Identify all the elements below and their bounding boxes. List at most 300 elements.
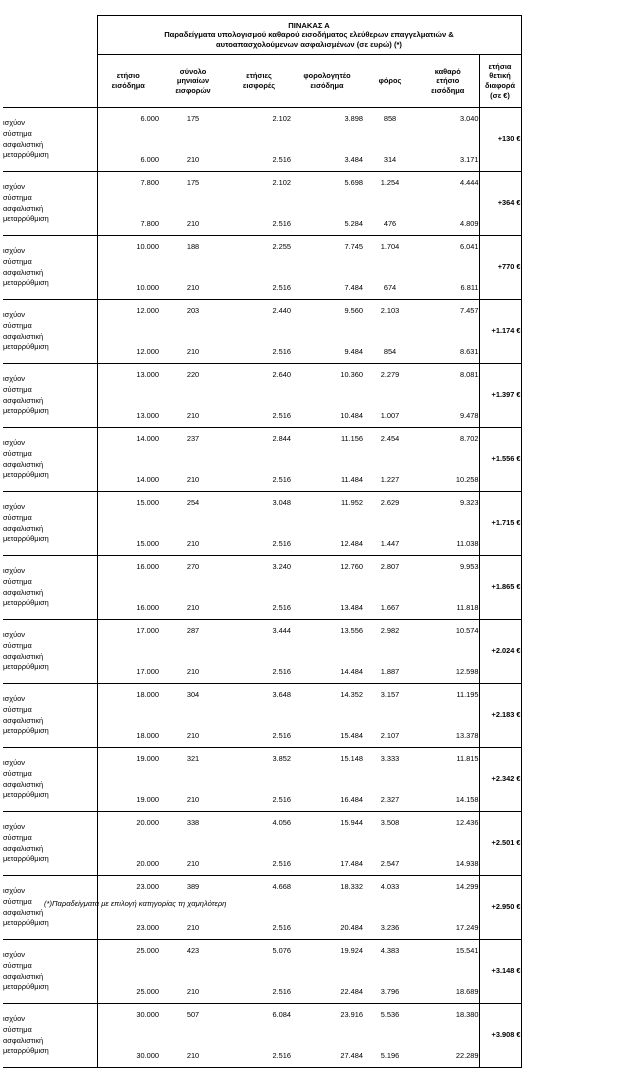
table-cell-reform-col4: 854 <box>363 332 417 364</box>
table-cell-reform-col3: 12.484 <box>291 524 363 556</box>
table-cell-current-col2: 2.255 <box>272 242 291 251</box>
table-cell-reform-col4: 3.796 <box>363 972 417 1004</box>
table-cell-reform-col3: 11.484 <box>291 460 363 492</box>
table-cell-current-col0: 19.000 <box>136 754 159 763</box>
table-cell-current-col1: 188 <box>186 242 200 251</box>
annual-difference-cell: +2.024 € <box>479 620 521 684</box>
table-cell-reform-col3: 22.484 <box>291 972 363 1004</box>
table-cell-reform-col1: 210 <box>159 460 227 492</box>
table-title-line2: Παραδείγματα υπολογισμού καθαρού εισοδήματος ελεύθερων επαγγελματιών & <box>164 30 454 40</box>
row-group-label-line: ισχύον <box>3 373 25 383</box>
row-group-label-line: μεταρρύθμιση <box>3 278 49 288</box>
table-cell-current-col1: 338 <box>186 818 200 827</box>
row-group-label-line: ασφαλιστική <box>3 267 44 277</box>
table-cell-reform-col0: 7.800 <box>97 204 159 236</box>
row-group-label-line: ασφαλιστική <box>3 139 44 149</box>
table-cell-current-col2: 3.444 <box>272 626 291 635</box>
table-row-current-system <box>3 748 521 781</box>
annual-difference-cell: +1.556 € <box>479 428 521 492</box>
table-cell-reform-col5: 11.818 <box>417 588 479 620</box>
table-row-current-system <box>3 364 521 397</box>
table-cell-current-col3: 12.760 <box>340 562 363 571</box>
column-header-line: φόρος <box>378 76 402 86</box>
table-cell-current-col1: 175 <box>186 114 200 123</box>
row-group-label-line: ασφαλιστική <box>3 971 44 981</box>
row-group-label-line: σύστημα <box>3 320 32 330</box>
table-cell-reform-col2: 2.516 <box>227 396 291 428</box>
row-group-label-line: σύστημα <box>3 128 32 138</box>
table-cell-reform-col3: 3.484 <box>291 140 363 172</box>
table-cell-current-col3: 15.944 <box>340 818 363 827</box>
table-row-current-system <box>3 684 521 717</box>
table-cell-reform-col0: 13.000 <box>97 396 159 428</box>
table-cell-reform-col3: 27.484 <box>291 1036 363 1068</box>
table-cell-current-col3: 9.560 <box>344 306 363 315</box>
table-cell-reform-col2: 2.516 <box>227 908 291 940</box>
table-cell-reform-col5: 3.171 <box>417 140 479 172</box>
table-cell-current-col1: 287 <box>186 626 200 635</box>
row-group-label-line: ασφαλιστική <box>3 331 44 341</box>
table-cell-reform-col0: 18.000 <box>97 716 159 748</box>
row-group-label-line: ασφαλιστική <box>3 907 44 917</box>
row-group-label-line: ισχύον <box>3 117 25 127</box>
row-group-label-line: σύστημα <box>3 832 32 842</box>
table-cell-current-col1: 175 <box>186 178 200 187</box>
row-group-label <box>3 428 97 492</box>
row-group-label-line: ισχύον <box>3 309 25 319</box>
table-cell-reform-col0: 6.000 <box>97 140 159 172</box>
table-cell-current-col5: 11.195 <box>417 684 479 717</box>
table-cell-reform-col5: 9.478 <box>417 396 479 428</box>
column-header-1 <box>159 55 227 108</box>
table-cell-reform-col1: 210 <box>159 780 227 812</box>
table-title <box>97 16 521 55</box>
table-cell-reform-col4: 314 <box>363 140 417 172</box>
table-cell-current-col4: 4.383 <box>380 946 400 955</box>
table-cell-current-col4: 3.333 <box>380 754 400 763</box>
row-group-label-line: ισχύον <box>3 437 25 447</box>
table-cell-reform-col1: 210 <box>159 204 227 236</box>
table-cell-current-col4: 858 <box>383 114 397 123</box>
footnote: (*)Παραδείγματα με επιλογή κατηγορίας τη χαμηλότερη <box>44 899 227 908</box>
annual-difference-cell: +3.908 € <box>479 1004 521 1068</box>
annual-difference-cell: +2.501 € <box>479 812 521 876</box>
row-group-label-line: σύστημα <box>3 1024 32 1034</box>
table-cell-current-col1: 507 <box>186 1010 200 1019</box>
annual-difference-cell: +2.950 € <box>479 876 521 940</box>
row-group-label-line: μεταρρύθμιση <box>3 406 49 416</box>
column-header-line: φορολογητέο <box>303 71 351 81</box>
row-group-label-line: μεταρρύθμιση <box>3 150 49 160</box>
table-cell-current-col4: 4.033 <box>380 882 400 891</box>
table-cell-current-col3: 14.352 <box>340 690 363 699</box>
table-cell-current-col2: 2.640 <box>272 370 291 379</box>
row-group-label-line: σύστημα <box>3 896 32 906</box>
table-cell-current-col2: 4.668 <box>272 882 291 891</box>
table-cell-reform-col2: 2.516 <box>227 844 291 876</box>
table-cell-reform-col5: 12.598 <box>417 652 479 684</box>
table-row-current-system <box>3 108 521 141</box>
table-row-current-system <box>3 812 521 845</box>
table-cell-reform-col1: 210 <box>159 524 227 556</box>
row-group-label-line: ασφαλιστική <box>3 779 44 789</box>
table-cell-current-col5: 11.815 <box>417 748 479 781</box>
table-cell-reform-col4: 1.227 <box>363 460 417 492</box>
row-group-label <box>3 300 97 364</box>
row-group-label-line: ασφαλιστική <box>3 523 44 533</box>
table-cell-reform-col5: 18.689 <box>417 972 479 1004</box>
annual-difference-cell: +1.397 € <box>479 364 521 428</box>
table-cell-reform-col1: 210 <box>159 140 227 172</box>
row-group-label <box>3 108 97 172</box>
table-cell-reform-col5: 17.249 <box>417 908 479 940</box>
row-group-label-line: ισχύον <box>3 949 25 959</box>
table-cell-reform-col4: 2.107 <box>363 716 417 748</box>
table-row-current-system <box>3 620 521 653</box>
table-cell-current-col4: 2.629 <box>380 498 400 507</box>
table-cell-current-col2: 2.102 <box>272 178 291 187</box>
row-group-label-line: μεταρρύθμιση <box>3 854 49 864</box>
table-cell-current-col0: 13.000 <box>136 370 159 379</box>
table-cell-current-col4: 5.536 <box>380 1010 400 1019</box>
row-group-label-line: ισχύον <box>3 757 25 767</box>
table-cell-current-col3: 10.360 <box>340 370 363 379</box>
row-group-label-line: σύστημα <box>3 512 32 522</box>
table-cell-current-col0: 20.000 <box>136 818 159 827</box>
row-group-label-line: σύστημα <box>3 384 32 394</box>
table-cell-reform-col2: 2.516 <box>227 268 291 300</box>
table-cell-reform-col4: 674 <box>363 268 417 300</box>
column-header-2 <box>227 55 291 108</box>
table-cell-current-col3: 19.924 <box>340 946 363 955</box>
row-group-label <box>3 620 97 684</box>
table-cell-current-col1: 203 <box>186 306 200 315</box>
row-group-label-line: ισχύον <box>3 885 25 895</box>
row-group-label-line: ισχύον <box>3 821 25 831</box>
row-group-label-line: ισχύον <box>3 245 25 255</box>
table-cell-reform-col5: 6.811 <box>417 268 479 300</box>
table-cell-reform-col3: 17.484 <box>291 844 363 876</box>
table-cell-current-col3: 11.952 <box>340 498 363 507</box>
table-cell-current-col5: 9.323 <box>417 492 479 525</box>
annual-difference-cell: +364 € <box>479 172 521 236</box>
table-title-line1: ΠΙΝΑΚΑΣ Α <box>288 20 330 30</box>
table-cell-reform-col2: 2.516 <box>227 524 291 556</box>
table-cell-current-col4: 3.157 <box>380 690 400 699</box>
table-cell-current-col4: 2.103 <box>380 306 400 315</box>
table-cell-reform-col1: 210 <box>159 396 227 428</box>
table-cell-current-col0: 14.000 <box>136 434 159 443</box>
table-cell-reform-col3: 16.484 <box>291 780 363 812</box>
table-cell-reform-col0: 10.000 <box>97 268 159 300</box>
table-cell-current-col5: 9.953 <box>417 556 479 589</box>
table-cell-current-col0: 18.000 <box>136 690 159 699</box>
table-cell-current-col1: 321 <box>186 754 200 763</box>
row-group-label-line: μεταρρύθμιση <box>3 214 49 224</box>
table-cell-reform-col5: 13.378 <box>417 716 479 748</box>
annual-difference-cell: +1.174 € <box>479 300 521 364</box>
table-cell-current-col4: 2.454 <box>380 434 400 443</box>
table-cell-reform-col4: 3.236 <box>363 908 417 940</box>
row-group-label-line: ασφαλιστική <box>3 715 44 725</box>
table-cell-current-col3: 5.698 <box>344 178 363 187</box>
table-cell-current-col1: 389 <box>186 882 200 891</box>
table-cell-reform-col5: 11.038 <box>417 524 479 556</box>
table-cell-current-col4: 3.508 <box>380 818 400 827</box>
column-header-line: ετήσιο <box>116 71 140 81</box>
row-group-label-line: μεταρρύθμιση <box>3 790 49 800</box>
table-cell-current-col3: 23.916 <box>340 1010 363 1019</box>
row-group-label <box>3 172 97 236</box>
column-header-line: ετήσια <box>488 61 512 71</box>
row-group-label <box>3 556 97 620</box>
table-cell-reform-col1: 210 <box>159 332 227 364</box>
table-cell-current-col2: 5.076 <box>272 946 291 955</box>
table-cell-current-col2: 3.240 <box>272 562 291 571</box>
table-cell-reform-col4: 1.887 <box>363 652 417 684</box>
column-header-line: ετήσιο <box>436 76 460 86</box>
row-group-label-line: μεταρρύθμιση <box>3 534 49 544</box>
row-group-label-line: σύστημα <box>3 448 32 458</box>
column-header-line: διαφορά <box>485 81 515 90</box>
table-cell-reform-col5: 4.809 <box>417 204 479 236</box>
table-cell-current-col2: 6.084 <box>272 1010 291 1019</box>
row-group-label <box>3 748 97 812</box>
row-group-label-line: σύστημα <box>3 704 32 714</box>
table-cell-reform-col2: 2.516 <box>227 332 291 364</box>
table-cell-current-col5: 14.299 <box>417 876 479 909</box>
row-group-label-line: σύστημα <box>3 256 32 266</box>
table-cell-reform-col4: 1.007 <box>363 396 417 428</box>
table-cell-reform-col4: 5.196 <box>363 1036 417 1068</box>
table-cell-reform-col2: 2.516 <box>227 460 291 492</box>
column-header-3 <box>291 55 363 108</box>
table-cell-reform-col1: 210 <box>159 972 227 1004</box>
row-group-label-line: ισχύον <box>3 629 25 639</box>
table-cell-reform-col2: 2.516 <box>227 588 291 620</box>
table-cell-reform-col3: 13.484 <box>291 588 363 620</box>
row-group-label-line: ισχύον <box>3 1013 25 1023</box>
table-cell-current-col1: 220 <box>186 370 200 379</box>
table-cell-current-col1: 270 <box>186 562 200 571</box>
table-cell-reform-col0: 14.000 <box>97 460 159 492</box>
table-cell-reform-col3: 20.484 <box>291 908 363 940</box>
row-group-label-line: ισχύον <box>3 565 25 575</box>
table-cell-reform-col3: 5.284 <box>291 204 363 236</box>
table-cell-reform-col2: 2.516 <box>227 780 291 812</box>
table-cell-reform-col3: 9.484 <box>291 332 363 364</box>
table-cell-current-col0: 16.000 <box>136 562 159 571</box>
table-cell-current-col5: 18.380 <box>417 1004 479 1037</box>
row-group-label-line: μεταρρύθμιση <box>3 662 49 672</box>
table-cell-reform-col4: 1.667 <box>363 588 417 620</box>
table-cell-reform-col1: 210 <box>159 1036 227 1068</box>
table-cell-current-col5: 12.436 <box>417 812 479 845</box>
table-cell-reform-col4: 476 <box>363 204 417 236</box>
row-group-label-line: μεταρρύθμιση <box>3 1046 49 1056</box>
annual-difference-cell: +3.148 € <box>479 940 521 1004</box>
row-group-label-line: μεταρρύθμιση <box>3 598 49 608</box>
column-header-5 <box>417 55 479 108</box>
column-header-line: εισφορών <box>175 85 211 95</box>
row-group-label-line: μεταρρύθμιση <box>3 918 49 928</box>
column-header-6 <box>479 55 521 108</box>
table-cell-current-col2: 3.048 <box>272 498 291 507</box>
row-group-label <box>3 684 97 748</box>
table-cell-current-col1: 304 <box>186 690 200 699</box>
table-cell-reform-col3: 14.484 <box>291 652 363 684</box>
table-cell-current-col5: 6.041 <box>417 236 479 269</box>
row-group-label <box>3 812 97 876</box>
table-cell-current-col0: 7.800 <box>140 178 159 187</box>
table-cell-reform-col1: 210 <box>159 716 227 748</box>
row-group-label-line: ισχύον <box>3 501 25 511</box>
row-group-label-line: μεταρρύθμιση <box>3 982 49 992</box>
table-row-current-system <box>3 492 521 525</box>
table-cell-current-col1: 237 <box>186 434 200 443</box>
annual-difference-cell: +770 € <box>479 236 521 300</box>
table-cell-current-col2: 2.844 <box>272 434 291 443</box>
row-group-label-line: ισχύον <box>3 181 25 191</box>
column-header-line: εισόδημα <box>111 81 145 90</box>
row-group-label-line: σύστημα <box>3 960 32 970</box>
column-header-line: σύνολο <box>179 66 207 76</box>
row-label-header-blank <box>3 55 97 108</box>
column-header-line: εισόδημα <box>310 81 344 90</box>
annual-difference-cell: +130 € <box>479 108 521 172</box>
table-cell-current-col5: 8.081 <box>417 364 479 397</box>
table-cell-current-col2: 3.648 <box>272 690 291 699</box>
table-cell-reform-col0: 25.000 <box>97 972 159 1004</box>
row-group-label-line: σύστημα <box>3 640 32 650</box>
table-cell-current-col2: 3.852 <box>272 754 291 763</box>
table-cell-current-col5: 3.040 <box>417 108 479 141</box>
table-cell-current-col2: 2.102 <box>272 114 291 123</box>
table-cell-reform-col0: 23.000 <box>97 908 159 940</box>
table-cell-reform-col2: 2.516 <box>227 652 291 684</box>
table-cell-current-col0: 30.000 <box>136 1010 159 1019</box>
table-cell-current-col0: 10.000 <box>136 242 159 251</box>
table-cell-reform-col5: 14.938 <box>417 844 479 876</box>
table-cell-reform-col3: 10.484 <box>291 396 363 428</box>
table-cell-current-col3: 15.148 <box>340 754 363 763</box>
table-cell-current-col2: 2.440 <box>272 306 291 315</box>
table-row-current-system <box>3 1004 521 1037</box>
table-cell-current-col3: 7.745 <box>344 242 363 251</box>
row-group-label <box>3 492 97 556</box>
row-group-label-line: ασφαλιστική <box>3 651 44 661</box>
table-cell-reform-col1: 210 <box>159 844 227 876</box>
row-group-label-line: σύστημα <box>3 768 32 778</box>
annual-difference-cell: +1.715 € <box>479 492 521 556</box>
column-header-0 <box>97 55 159 108</box>
table-cell-current-col3: 3.898 <box>344 114 363 123</box>
table-cell-reform-col1: 210 <box>159 268 227 300</box>
annual-difference-cell: +2.342 € <box>479 748 521 812</box>
income-comparison-table <box>3 15 522 1068</box>
table-cell-current-col0: 15.000 <box>136 498 159 507</box>
table-cell-reform-col3: 15.484 <box>291 716 363 748</box>
row-group-label-line: ασφαλιστική <box>3 459 44 469</box>
table-cell-current-col4: 2.982 <box>380 626 400 635</box>
table-cell-current-col1: 254 <box>186 498 200 507</box>
row-group-label-line: ασφαλιστική <box>3 203 44 213</box>
row-group-label <box>3 1004 97 1068</box>
table-cell-reform-col0: 16.000 <box>97 588 159 620</box>
table-row-current-system <box>3 300 521 333</box>
row-group-label-line: ασφαλιστική <box>3 587 44 597</box>
row-group-label-line: σύστημα <box>3 576 32 586</box>
table-cell-reform-col2: 2.516 <box>227 716 291 748</box>
table-row-current-system <box>3 236 521 269</box>
table-title-line3: αυτοαπασχολούμενων ασφαλισμένων (σε ευρώ) (*) <box>216 39 402 49</box>
table-row-current-system <box>3 172 521 205</box>
table-cell-reform-col5: 10.258 <box>417 460 479 492</box>
table-cell-reform-col1: 210 <box>159 588 227 620</box>
row-group-label-line: ασφαλιστική <box>3 843 44 853</box>
annual-difference-cell: +2.183 € <box>479 684 521 748</box>
column-header-line: καθαρό <box>434 66 461 76</box>
table-cell-reform-col2: 2.516 <box>227 972 291 1004</box>
table-cell-current-col5: 10.574 <box>417 620 479 653</box>
row-group-label <box>3 940 97 1004</box>
table-cell-reform-col0: 17.000 <box>97 652 159 684</box>
table-cell-current-col4: 2.279 <box>380 370 400 379</box>
column-header-line: (σε €) <box>490 90 510 100</box>
table-cell-reform-col3: 7.484 <box>291 268 363 300</box>
table-cell-current-col4: 2.807 <box>380 562 400 571</box>
table-cell-current-col5: 8.702 <box>417 428 479 461</box>
table-cell-current-col4: 1.254 <box>380 178 400 187</box>
table-cell-reform-col0: 30.000 <box>97 1036 159 1068</box>
table-cell-reform-col4: 2.327 <box>363 780 417 812</box>
row-group-label-line: ασφαλιστική <box>3 1035 44 1045</box>
table-cell-reform-col1: 210 <box>159 908 227 940</box>
row-group-label-line: μεταρρύθμιση <box>3 726 49 736</box>
table-cell-current-col4: 1.704 <box>380 242 400 251</box>
table-cell-reform-col2: 2.516 <box>227 140 291 172</box>
column-header-line: μηνιαίων <box>176 76 210 86</box>
row-group-label-line: ισχύον <box>3 693 25 703</box>
table-cell-current-col5: 15.541 <box>417 940 479 973</box>
table-cell-current-col3: 13.556 <box>340 626 363 635</box>
table-cell-reform-col0: 12.000 <box>97 332 159 364</box>
column-header-line: ετήσιες <box>246 71 272 81</box>
table-cell-reform-col2: 2.516 <box>227 204 291 236</box>
table-cell-reform-col2: 2.516 <box>227 1036 291 1068</box>
table-cell-reform-col4: 1.447 <box>363 524 417 556</box>
table-cell-reform-col5: 14.158 <box>417 780 479 812</box>
table-cell-reform-col5: 8.631 <box>417 332 479 364</box>
table-cell-reform-col5: 22.289 <box>417 1036 479 1068</box>
column-header-line: εισόδημα <box>431 85 465 95</box>
column-header-4 <box>363 55 417 108</box>
table-cell-current-col1: 423 <box>186 946 200 955</box>
table-cell-current-col2: 4.056 <box>272 818 291 827</box>
corner-blank <box>3 16 97 55</box>
row-group-label-line: ασφαλιστική <box>3 395 44 405</box>
table-cell-current-col0: 23.000 <box>136 882 159 891</box>
table-row-current-system <box>3 940 521 973</box>
row-group-label <box>3 236 97 300</box>
table-cell-reform-col0: 15.000 <box>97 524 159 556</box>
table-cell-reform-col0: 19.000 <box>97 780 159 812</box>
table-row-current-system <box>3 556 521 589</box>
annual-difference-cell: +1.865 € <box>479 556 521 620</box>
table-row-current-system <box>3 428 521 461</box>
table-cell-current-col0: 12.000 <box>136 306 159 315</box>
row-group-label <box>3 364 97 428</box>
